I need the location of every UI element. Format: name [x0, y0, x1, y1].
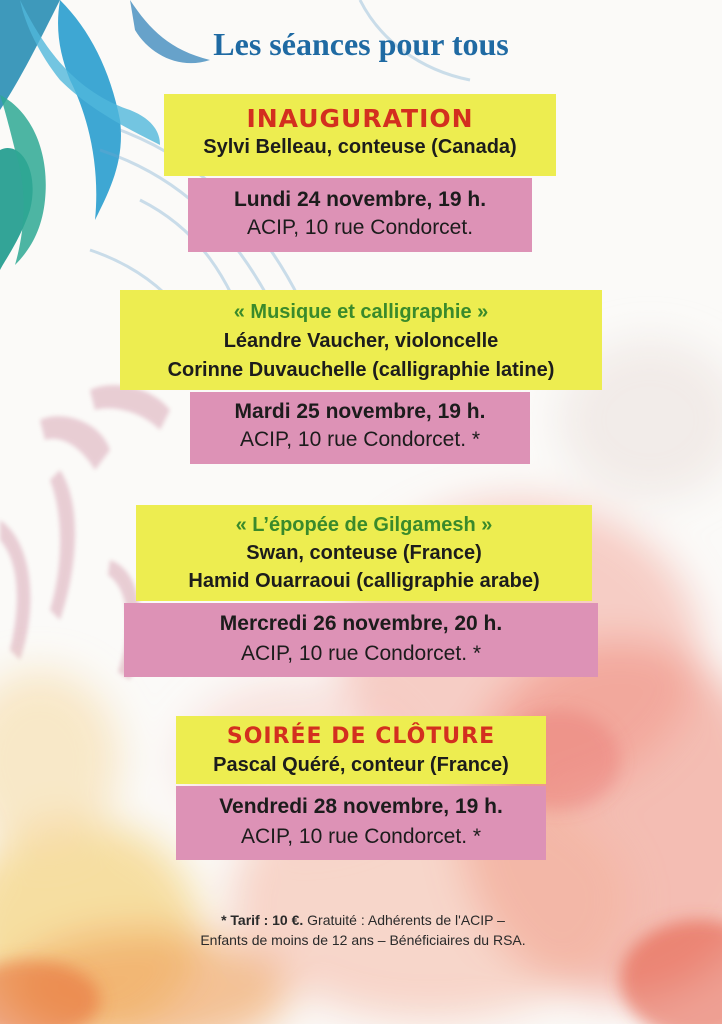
event-4-heading-box: [176, 716, 546, 784]
page-title: Les séances pour tous: [213, 26, 509, 62]
event-3-performer-1: Swan, conteuse (France): [246, 542, 482, 564]
event-2-performer-1: Léandre Vaucher, violoncelle: [223, 330, 499, 352]
event-1-details-box: [188, 178, 532, 252]
event-4-venue: ACIP, 10 rue Condorcet. *: [240, 825, 482, 848]
event-2-venue: ACIP, 10 rue Condorcet. *: [239, 428, 481, 451]
footnote-line-1: [130, 910, 596, 930]
event-3-venue: ACIP, 10 rue Condorcet. *: [240, 642, 482, 665]
event-4-date: Vendredi 28 novembre, 19 h.: [219, 795, 503, 818]
event-3-performer-2: Hamid Ouarraoui (calligraphie arabe): [188, 570, 540, 592]
event-2-performer-2: Corinne Duvauchelle (calligraphie latine): [167, 359, 555, 381]
tarif-label: * Tarif : 10 €.: [221, 912, 304, 928]
pricing-footnote: [130, 910, 596, 950]
event-3-headline: « L’épopée de Gilgamesh »: [235, 514, 493, 536]
event-4-details-box: [176, 786, 546, 860]
event-1-heading-box: [164, 94, 556, 176]
footnote-line-2: Enfants de moins de 12 ans – Bénéficiaires du RSA.: [200, 932, 526, 948]
event-4-headline: SOIRÉE DE CLÔTURE: [226, 724, 496, 749]
event-2-headline: « Musique et calligraphie »: [233, 301, 489, 323]
event-2-details-box: [190, 392, 530, 464]
event-2-date: Mardi 25 novembre, 19 h.: [234, 400, 486, 423]
event-3-date: Mercredi 26 novembre, 20 h.: [219, 612, 503, 635]
event-3-details-box: [124, 603, 598, 677]
event-3-heading-box: [136, 505, 592, 601]
footnote-free-admission: Gratuité : Adhérents de l'ACIP –: [307, 912, 505, 928]
event-1-performer: Sylvi Belleau, conteuse (Canada): [203, 136, 517, 158]
event-4-performer: Pascal Quéré, conteur (France): [213, 754, 509, 776]
event-1-headline: INAUGURATION: [246, 104, 474, 133]
event-1-venue: ACIP, 10 rue Condorcet.: [246, 216, 474, 239]
event-2-heading-box: [120, 290, 602, 390]
event-1-date: Lundi 24 novembre, 19 h.: [233, 188, 487, 211]
